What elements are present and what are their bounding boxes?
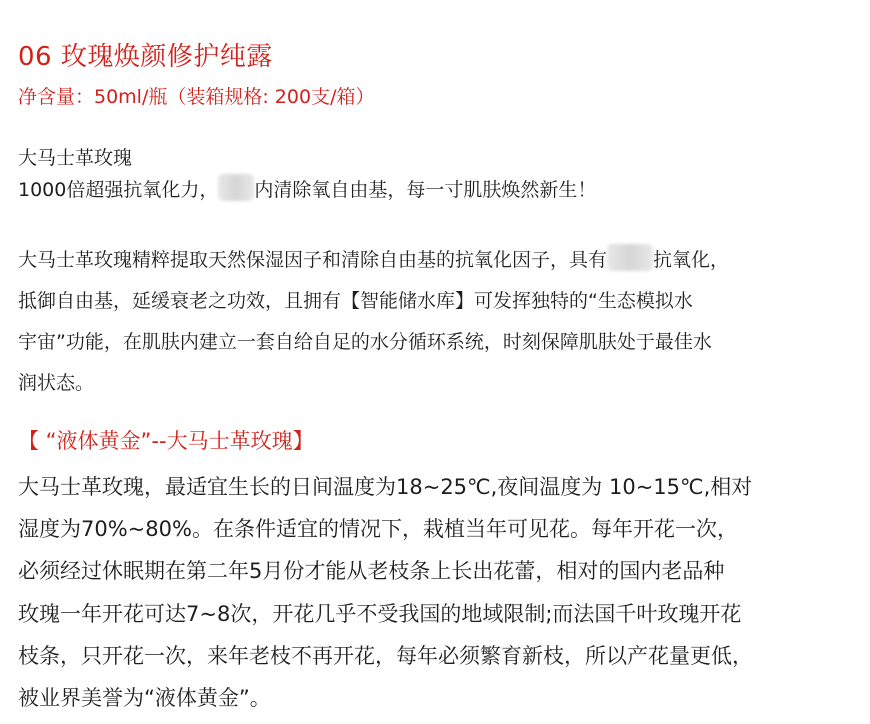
paragraph-line: 枝条，只开花一次，来年老枝不再开花，每年必须繁育新枝，所以产花量更低，	[18, 643, 753, 668]
paragraph-line-start: 大马士革玫瑰精粹提取天然保湿因子和清除自由基的抗氧化因子，具有	[18, 249, 608, 271]
paragraph-line	[18, 240, 729, 281]
product-title: 06 玫瑰焕颜修护纯露	[18, 42, 273, 72]
paragraph-line: 被业界美誉为“液体黄金”。	[18, 686, 271, 711]
paragraph-line: 抵御自由基，延缓衰老之功效，且拥有【智能储水库】可发挥独特的“生态模拟水	[18, 290, 693, 312]
paragraph-line: 湿度为70%~80%。在条件适宜的情况下，栽植当年可见花。每年开花一次，	[18, 517, 738, 542]
paragraph-line-end: 抗氧化，	[653, 249, 730, 271]
product-spec: 净含量：50ml/瓶（装箱规格: 200支/箱）	[18, 86, 375, 108]
paragraph-line: 必须经过休眠期在第二年5月份才能从老枝条上长出花蕾，相对的国内老品种	[18, 559, 725, 584]
description-paragraph	[18, 240, 729, 404]
intro-block	[18, 143, 596, 206]
blurred-text-mark	[607, 244, 653, 271]
paragraph-line: 玫瑰一年开花可达7~8次，开花几乎不受我国的地域限制;而法国千叶玫瑰开花	[18, 601, 742, 626]
intro-line-1: 大马士革玫瑰	[18, 147, 133, 169]
paragraph-line: 宇宙”功能，在肌肤内建立一套自给自足的水分循环系统，时刻保障肌肤处于最佳水	[18, 331, 712, 353]
intro-line-2	[18, 174, 596, 206]
paragraph-line: 润状态。	[18, 372, 95, 394]
rose-growth-paragraph	[18, 466, 753, 719]
paragraph-line: 大马士革玫瑰，最适宜生长的日间温度为18~25℃,夜间温度为 10~15℃,相对	[18, 475, 753, 499]
section-heading: 【 “液体黄金”--大马士革玫瑰】	[18, 429, 314, 453]
intro-line-2-start: 1000倍超强抗氧化力，	[18, 179, 219, 201]
blurred-text-mark	[218, 174, 254, 201]
intro-line-2-end: 内清除氧自由基，每一寸肌肤焕然新生！	[254, 179, 597, 201]
